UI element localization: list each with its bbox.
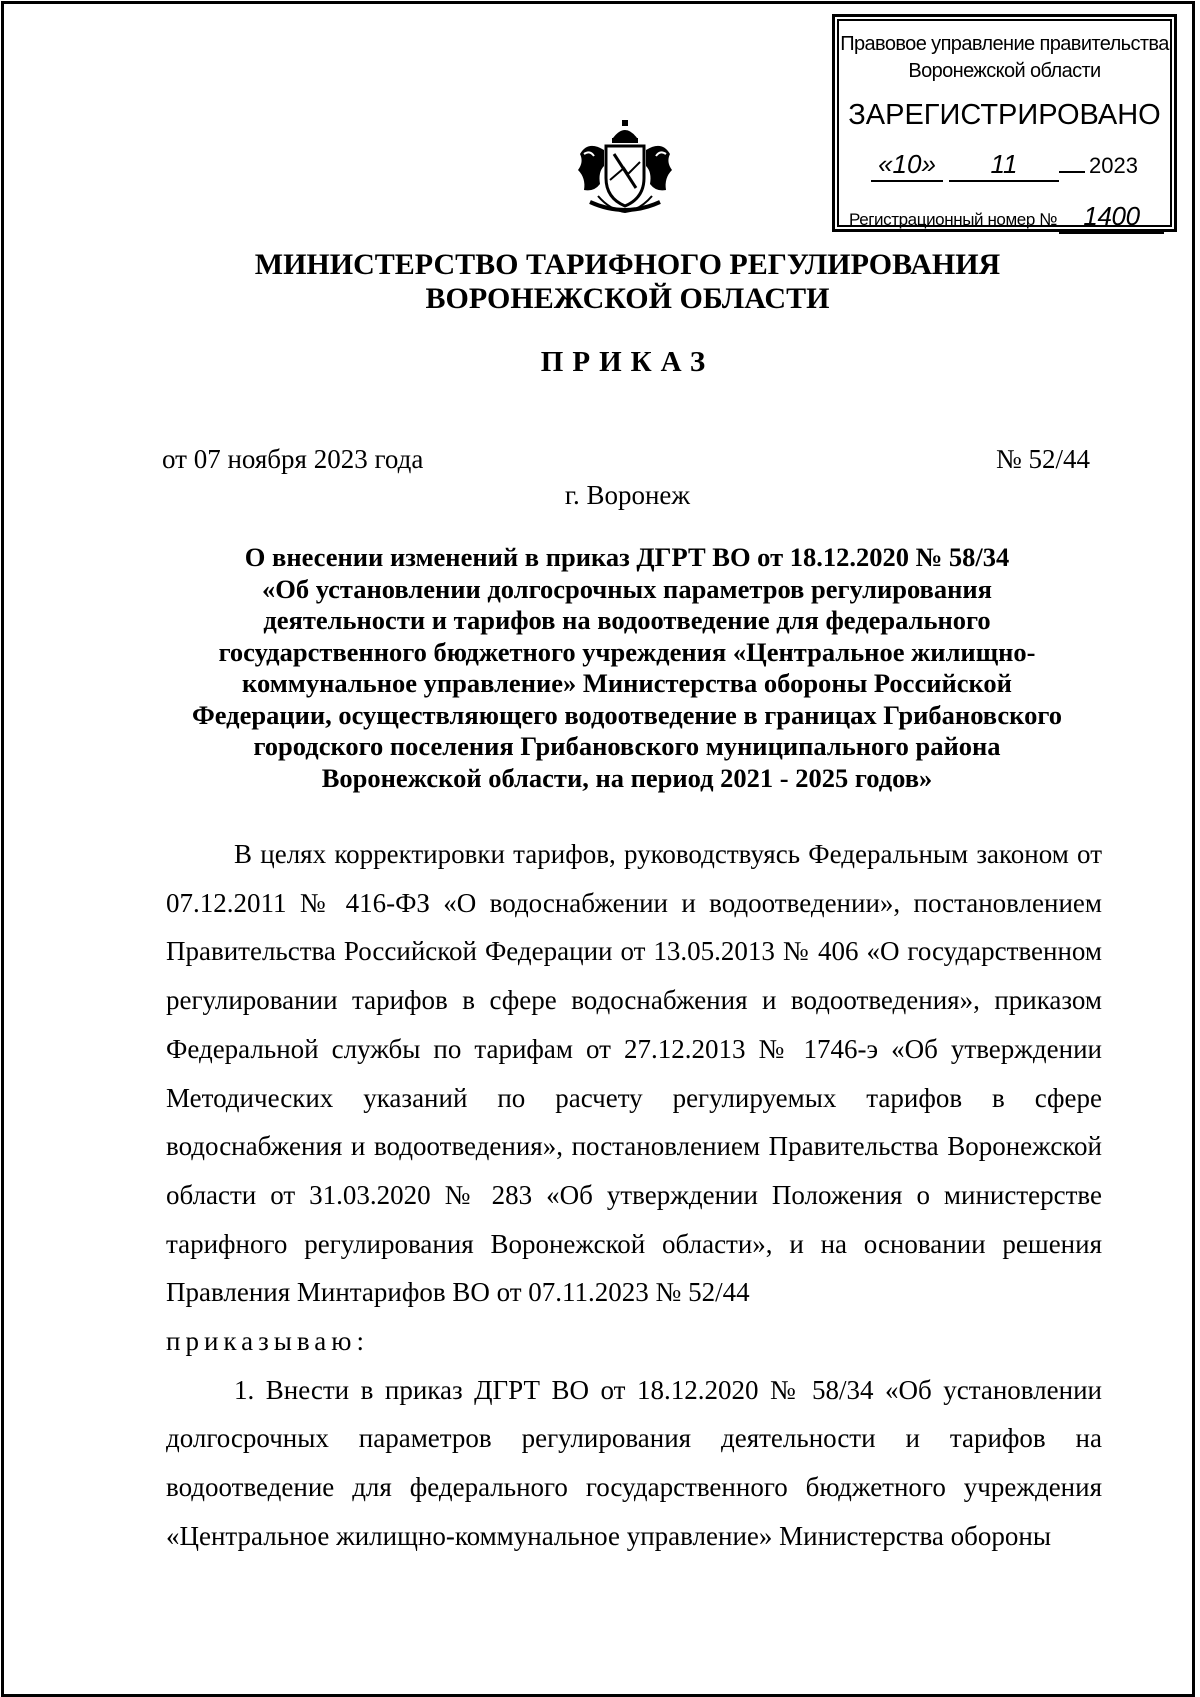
order-date: от 07 ноября 2023 года: [162, 444, 424, 474]
stamp-org-line1: Правовое управление правительства: [840, 33, 1169, 55]
stamp-reg-number: [849, 201, 1164, 234]
stamp-date-day: «10»: [871, 149, 943, 182]
registration-stamp: [832, 14, 1177, 232]
subject-line: деятельности и тарифов на водоотведение для федерального: [263, 605, 991, 635]
stamp-date-month: 11: [949, 149, 1059, 182]
ministry-name: [0, 248, 1200, 316]
coat-of-arms-icon: [570, 118, 680, 218]
subject-line: О внесении изменений в приказ ДГРТ ВО от 18.12.2020 № 58/34: [244, 542, 1010, 572]
stamp-org-line2: Воронежской области: [908, 60, 1101, 82]
preamble-paragraph: В целях корректировки тарифов, руководствуясь Федеральным законом от 07.12.2011 № 416-ФЗ «О водоснабжении и водоотведении», постановлением Правительства Российской Федерации от 13.05.2013 № 406 «О государственном регулировании тарифов в сфере водоснабжения и водоотведения», приказом Федеральной службы по тарифам от 27.12.2013 № 1746-э «Об утверждении Методических указаний по расчету регулируемых тарифов в сфере водоснабжения и водоотведения», постановлением Правительства Воронежской области от 31.03.2020 № 283 «Об утверждении Положения о министерстве тарифного регулирования Воронежской области», и на основании решения Правления Минтарифов ВО от 07.11.2023 № 52/44: [166, 839, 1102, 1308]
order-body: [166, 830, 1102, 1561]
subject-line: «Об установлении долгосрочных параметров регулирования: [262, 573, 992, 604]
order-subject: [162, 542, 1092, 794]
document-type: ПРИКАЗ: [540, 346, 715, 378]
subject-line: Воронежской области, на период 2021 - 2025 годов»: [321, 762, 933, 793]
order-directive: приказываю:: [166, 1326, 369, 1357]
subject-line: Федерации, осуществляющего водоотведение в границах Грибановского: [192, 699, 1062, 730]
order-number: № 52/44: [995, 444, 1090, 474]
stamp-date: [871, 149, 1138, 182]
stamp-organization: [835, 31, 1174, 85]
stamp-reg-label: Регистрационный номер №: [849, 210, 1058, 229]
subject-line: коммунальное управление» Министерства обороны Российской: [242, 668, 1012, 698]
stamp-date-gap: [1059, 171, 1085, 173]
ministry-name-line1: МИНИСТЕРСТВО ТАРИФНОГО РЕГУЛИРОВАНИЯ: [254, 248, 1001, 281]
item-1-paragraph: 1. Внести в приказ ДГРТ ВО от 18.12.2020 № 58/34 «Об установлении долгосрочных параметров регулирования деятельности и тарифов на водоотведение для федерального государственного бюджетного учреждения «Центральное жилищно-коммунальное управление» Министерства обороны: [166, 1374, 1102, 1551]
stamp-registered: ЗАРЕГИСТРИРОВАНО: [848, 99, 1161, 131]
order-city: г. Воронеж: [564, 480, 691, 510]
stamp-reg-value: 1400: [1059, 201, 1164, 234]
subject-line: государственного бюджетного учреждения «Центральное жилищно-: [218, 636, 1036, 667]
subject-line: городского поселения Грибановского муниципального района: [253, 731, 1001, 761]
ministry-name-line2: ВОРОНЕЖСКОЙ ОБЛАСТИ: [425, 282, 830, 315]
stamp-date-year: 2023: [1089, 153, 1138, 178]
